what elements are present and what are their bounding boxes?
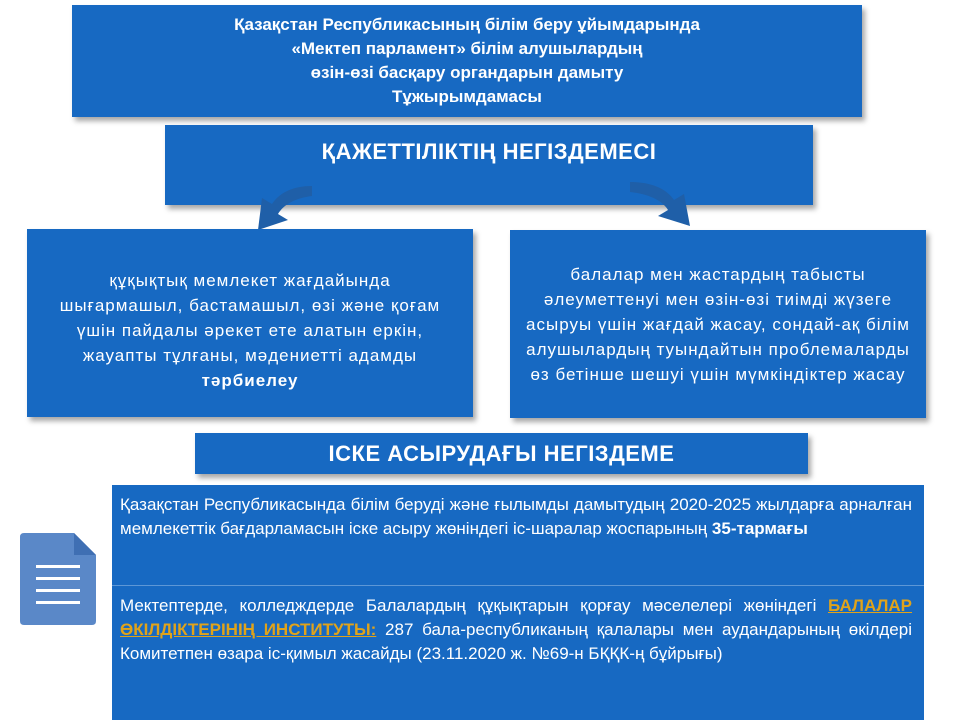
- title-line-3: өзін-өзі басқару органдарын дамыту: [310, 63, 624, 82]
- curved-arrow-down-left-icon: [250, 182, 314, 234]
- upbringing-goal-keyword: тәрбиелеу: [201, 370, 299, 390]
- child-representatives-reference: [112, 585, 924, 720]
- upbringing-goal-text: [55, 268, 445, 393]
- child-representatives-institute: БАЛАЛАР ӨКІЛДІКТЕРІНІҢ ИНСТИТУТЫ:: [120, 596, 912, 639]
- socialization-goal-box: [510, 230, 926, 418]
- state-program-reference: [112, 485, 924, 585]
- upbringing-goal-box: [27, 229, 473, 417]
- need-heading: ҚАЖЕТТІЛІКТІҢ НЕГІЗДЕМЕСІ: [321, 139, 657, 164]
- state-program-clause: 35-тармағы: [711, 519, 808, 538]
- implementation-heading: ІСКЕ АСЫРУДАҒЫ НЕГІЗДЕМЕ: [328, 440, 675, 466]
- document-icon: [18, 531, 98, 627]
- title-box: [72, 5, 862, 117]
- implementation-heading-box: [195, 433, 808, 474]
- state-program-text: Қазақстан Республикасында білім беруді және ғылымды дамытудың 2020-2025 жылдарға арналған мемлекеттік бағдарламасын іске асыру жөніндегі іс-шаралар жоспарының: [120, 495, 912, 538]
- child-representatives-prefix: Мектептерде, колледждерде Балалардың құқықтарын қорғау мәселелері жөніндегі: [120, 596, 817, 615]
- socialization-goal-text: балалар мен жастардың табысты әлеуметтенуі мен өзін-өзі тиімді жүзеге асыруы үшін жағдай жасау, сондай-ақ білім алушылардың туындайтын проблемаларды өз бетінше шешуі үшін мүмкіндіктер жасау: [526, 264, 910, 384]
- title-line-1: Қазақстан Республикасының білім беру ұйымдарында: [234, 15, 700, 34]
- upbringing-goal-body: құқықтық мемлекет жағдайында шығармашыл, бастамашыл, өзі және қоғам үшін пайдалы әрекет ете алатын еркін, жауапты тұлғаны, мәдениетті адамды: [59, 270, 441, 365]
- title-line-2: «Мектеп парламент» білім алушылардың: [291, 39, 643, 58]
- title-line-4: Тұжырымдамасы: [392, 87, 542, 106]
- curved-arrow-down-right-icon: [628, 178, 700, 230]
- child-representatives-suffix: 287 бала-республиканың қалалары мен аудандарының өкілдері Комитетпен өзара іс-қимыл жасайды (23.11.2020 ж. №69-н БҚҚК-ң бұйрығы): [120, 620, 912, 663]
